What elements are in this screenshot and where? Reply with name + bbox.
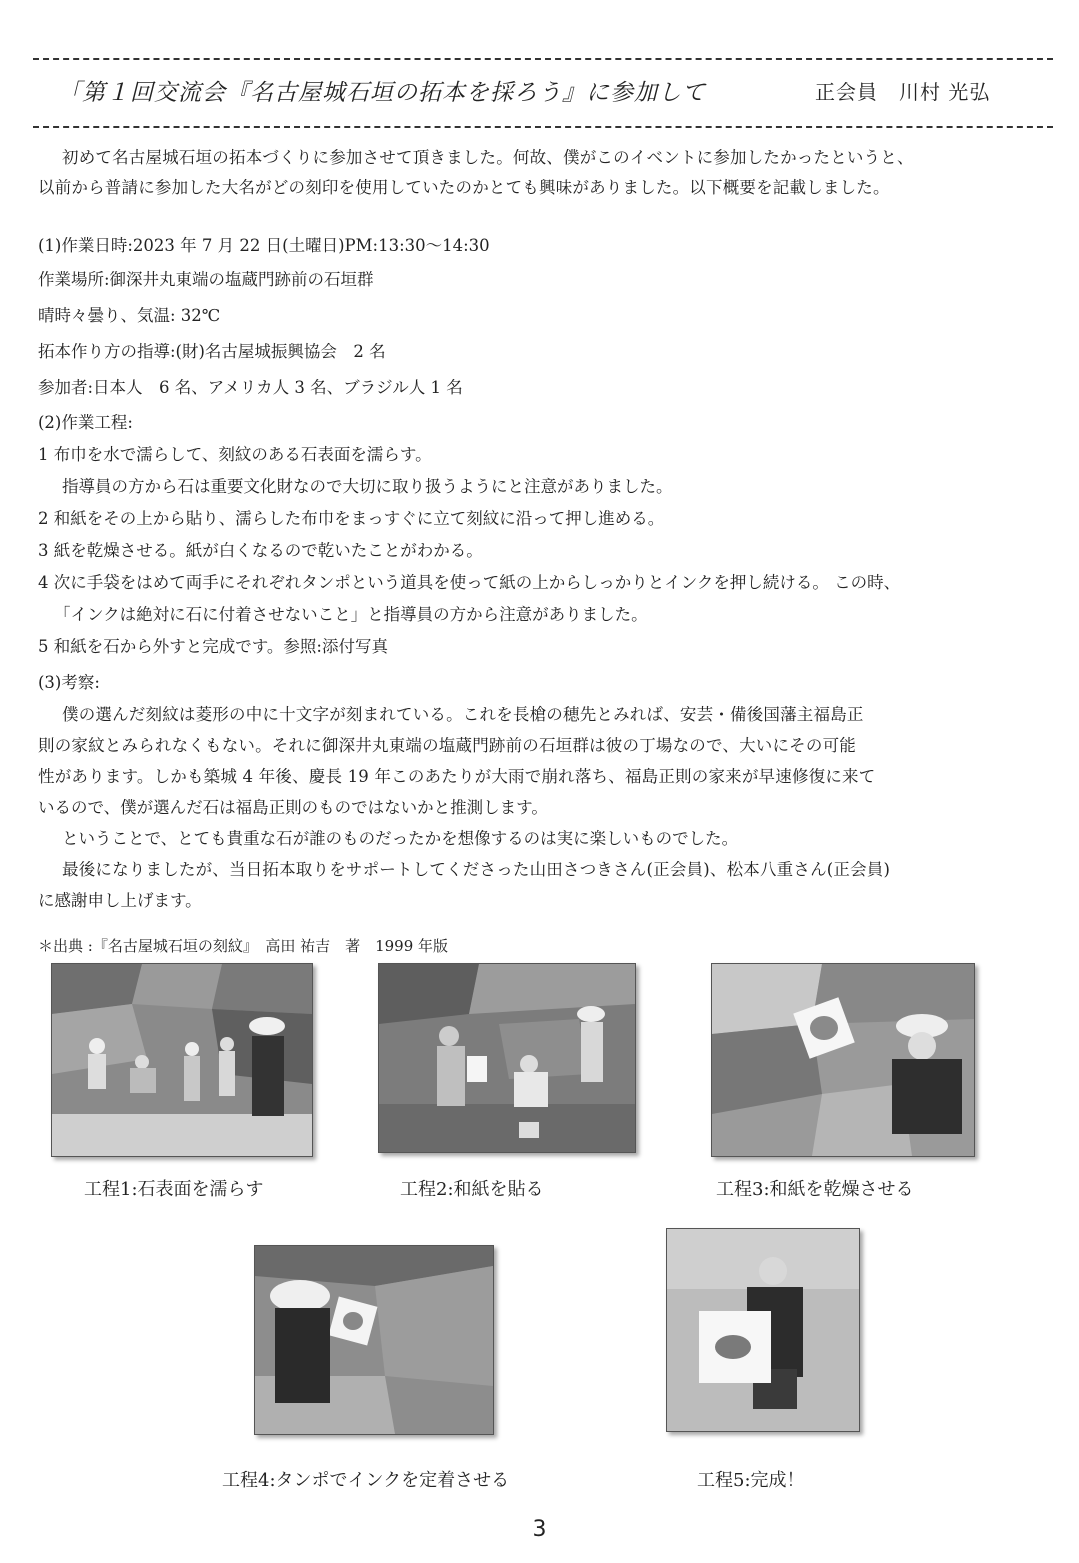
- process-step: 3 紙を乾燥させる。紙が白くなるので乾いたことがわかる。: [38, 541, 483, 560]
- page-number: 3: [532, 1517, 547, 1542]
- photo-caption: 工程4:タンポでインクを定着させる: [222, 1470, 510, 1491]
- title-rule-bottom: [33, 126, 1053, 128]
- intro-line: 以前から普請に参加した大名がどの刻印を使用していたのかとても興味がありました。以下概要を記載しました。: [38, 178, 890, 197]
- process-step: 2 和紙をその上から貼り、濡らした布巾をまっすぐに立て刻紋に沿って押し進める。: [38, 509, 665, 528]
- process-step: 1 布巾を水で濡らして、刻紋のある石表面を濡らす。: [38, 445, 432, 464]
- process-step: 「インクは絶対に石に付着させないこと」と指導員の方から注意がありました。: [54, 605, 648, 624]
- discussion-line: いるので、僕が選んだ石は福島正則のものではないかと推測します。: [38, 798, 548, 817]
- discussion-heading: (3)考察:: [38, 673, 100, 692]
- photo-step3: [711, 963, 975, 1157]
- photo-caption: 工程2:和紙を貼る: [400, 1179, 544, 1200]
- article-title: 「第１回交流会『名古屋城石垣の拓本を採ろう』に参加して: [58, 80, 706, 106]
- intro-line: 初めて名古屋城石垣の拓本づくりに参加させて頂きました。何故、僕がこのイベントに参加したかったというと、: [62, 148, 914, 167]
- info-line: 参加者:日本人 6 名、アメリカ人 3 名、ブラジル人 1 名: [38, 378, 463, 397]
- info-line: 晴時々曇り、気温: 32℃: [38, 306, 221, 325]
- process-heading: (2)作業工程:: [38, 413, 133, 432]
- discussion-line: 則の家紋とみられなくもない。それに御深井丸東端の塩蔵門跡前の石垣群は彼の丁場なので、大いにその可能: [38, 736, 856, 755]
- process-step: 5 和紙を石から外すと完成です。参照:添付写真: [38, 637, 388, 656]
- photo-caption: 工程3:和紙を乾燥させる: [716, 1179, 914, 1200]
- discussion-line: 僕の選んだ刻紋は菱形の中に十文字が刻まれている。これを長槍の穂先とみれば、安芸・備後国藩主福島正: [62, 705, 864, 724]
- info-line: 作業場所:御深井丸東端の塩蔵門跡前の石垣群: [38, 270, 374, 289]
- discussion-line: 最後になりましたが、当日拓本取りをサポートしてくださった山田さつきさん(正会員)、松本八重さん(正会員): [62, 860, 891, 879]
- process-step: 指導員の方から石は重要文化財なので大切に取り扱うようにと注意がありました。: [62, 477, 673, 496]
- discussion-line: 性があります。しかも築城 4 年後、慶長 19 年このあたりが大雨で崩れ落ち、福島正則の家来が早速修復に来て: [38, 767, 876, 786]
- photo-step4: [254, 1245, 494, 1435]
- source-citation: ＊出典 :『名古屋城石垣の刻紋』 高田 祐吉 著 1999 年版: [38, 937, 449, 955]
- photo-step2: [378, 963, 636, 1153]
- photo-caption: 工程5:完成！: [697, 1470, 805, 1491]
- article-author: 正会員 川村 光弘: [815, 80, 991, 104]
- photo-step1: [51, 963, 313, 1157]
- info-line: 拓本作り方の指導:(財)名古屋城振興協会 2 名: [38, 342, 386, 361]
- photo-caption: 工程1:石表面を濡らす: [84, 1179, 264, 1200]
- photo-step5: [666, 1228, 860, 1432]
- info-line: (1)作業日時:2023 年 7 月 22 日(土曜日)PM:13:30〜14:30: [38, 236, 490, 255]
- title-rule-top: [33, 58, 1053, 60]
- process-step: 4 次に手袋をはめて両手にそれぞれタンポという道具を使って紙の上からしっかりとインクを押し続ける。 この時、: [38, 573, 901, 592]
- discussion-line: ということで、とても貴重な石が誰のものだったかを想像するのは実に楽しいものでした。: [62, 829, 739, 848]
- discussion-line: に感謝申し上げます。: [38, 891, 202, 910]
